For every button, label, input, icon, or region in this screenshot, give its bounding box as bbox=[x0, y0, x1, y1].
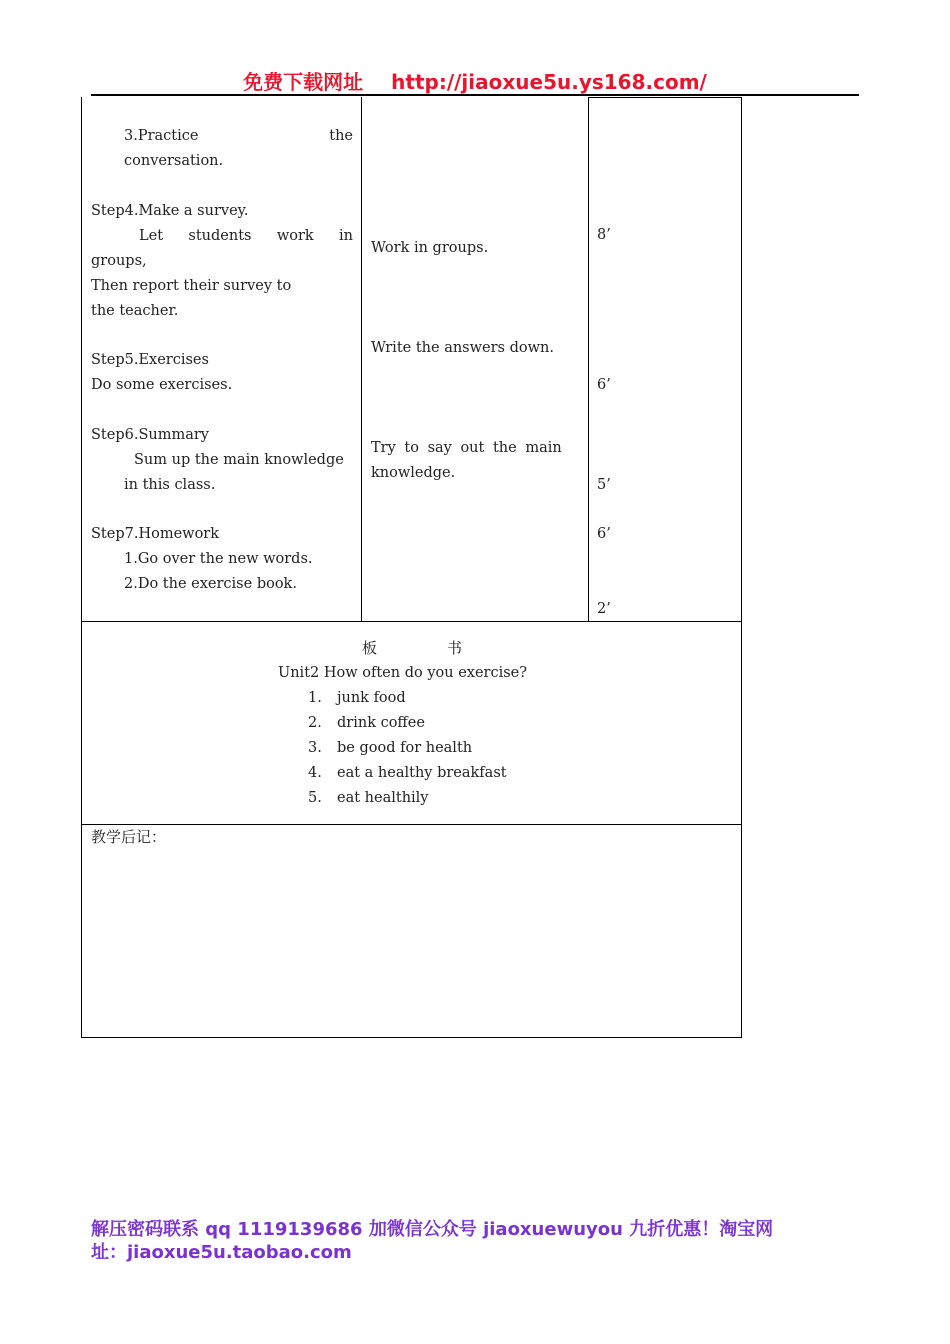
footer-line2[interactable]: 址：jiaoxue5u.taobao.com bbox=[91, 1242, 352, 1263]
board-unit: Unit2 How often do you exercise? bbox=[278, 665, 528, 681]
board-item-4: 4. eat a healthy breakfast bbox=[308, 765, 507, 781]
practice-line2: conversation. bbox=[124, 153, 224, 169]
time-step4: 8’ bbox=[597, 227, 611, 243]
activity-work-groups: Work in groups. bbox=[371, 240, 489, 256]
step5-title: Step5.Exercises bbox=[91, 352, 209, 368]
header-rule bbox=[91, 94, 859, 96]
step6-line2: in this class. bbox=[124, 477, 216, 493]
board-item-5: 5. eat healthily bbox=[308, 790, 429, 806]
reflection-label: 教学后记： bbox=[91, 828, 167, 846]
footer-line1: 解压密码联系 qq 1119139686 加微信公众号 jiaoxuewuyou 九折优惠！淘宝网 bbox=[91, 1219, 774, 1240]
step4-line4: the teacher. bbox=[91, 303, 179, 319]
header-label: 免费下载网址 bbox=[243, 70, 364, 94]
step5-line1: Do some exercises. bbox=[91, 377, 233, 393]
step7-item2: 2.Do the exercise book. bbox=[124, 576, 297, 592]
practice-line1: 3.Practice the bbox=[124, 128, 353, 144]
table-top-border bbox=[588, 97, 742, 98]
time-step7: 6’ bbox=[597, 526, 611, 542]
board-title: 板 书 bbox=[362, 639, 463, 657]
board-item-2: 2. drink coffee bbox=[308, 715, 425, 731]
contact-footer bbox=[91, 1218, 851, 1264]
step6-line1: Sum up the main knowledge bbox=[134, 452, 344, 468]
activity-try-say-line1: Try to say out the main bbox=[371, 440, 562, 456]
step4-line3: Then report their survey to bbox=[91, 278, 292, 294]
board-item-3: 3. be good for health bbox=[308, 740, 473, 756]
column-divider-2 bbox=[588, 97, 589, 622]
row-divider-board bbox=[81, 621, 742, 622]
step4-title: Step4.Make a survey. bbox=[91, 203, 249, 219]
time-step6: 5’ bbox=[597, 477, 611, 493]
step4-line2: groups, bbox=[91, 253, 147, 269]
table-left-border bbox=[81, 97, 82, 1038]
activity-try-say-line2: knowledge. bbox=[371, 465, 456, 481]
header-url[interactable]: http://jiaoxue5u.ys168.com/ bbox=[391, 70, 707, 94]
time-step5: 6’ bbox=[597, 377, 611, 393]
activity-write-answers: Write the answers down. bbox=[371, 340, 554, 356]
time-extra: 2’ bbox=[597, 601, 611, 617]
column-divider-1 bbox=[361, 97, 362, 622]
table-bottom-border bbox=[81, 1037, 742, 1038]
step4-line1: Let students work in bbox=[139, 228, 353, 244]
step6-title: Step6.Summary bbox=[91, 427, 209, 443]
table-right-border bbox=[741, 97, 742, 1038]
download-header bbox=[0, 66, 950, 95]
step7-item1: 1.Go over the new words. bbox=[124, 551, 313, 567]
board-item-1: 1. junk food bbox=[308, 690, 406, 706]
row-divider-reflection bbox=[81, 824, 742, 825]
step7-title: Step7.Homework bbox=[91, 526, 220, 542]
